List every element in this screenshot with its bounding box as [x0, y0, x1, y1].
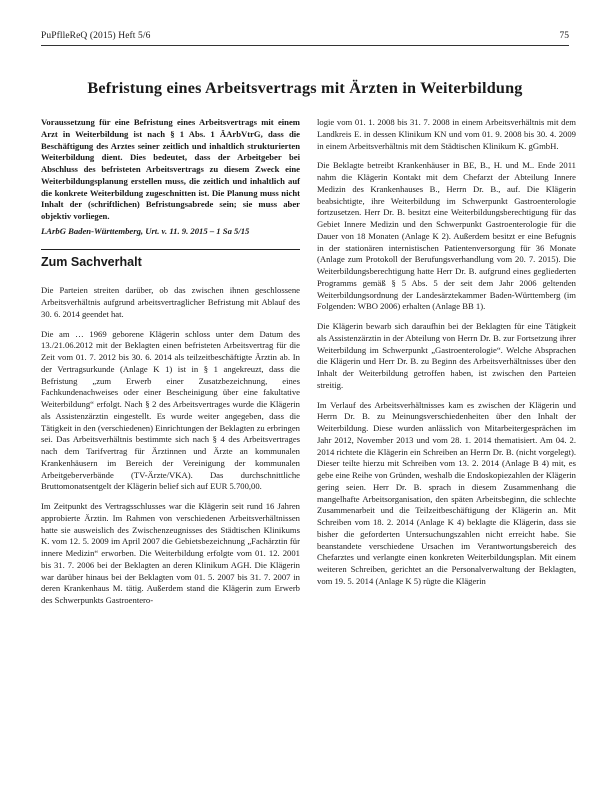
court-citation: LArbG Baden-Württemberg, Urt. v. 11. 9. 2015 – 1 Sa 5/15	[41, 225, 250, 236]
section-rule	[41, 249, 300, 250]
page-number: 75	[559, 31, 569, 41]
left-column	[41, 117, 300, 615]
header-rule	[41, 45, 569, 46]
paragraph: Die Beklagte betreibt Krankenhäuser in BE, B., H. und M.. Ende 2011 nahm die Klägerin Kontakt mit dem Chefarzt der Abteilung Innere Medizin des Krankenhauses B., Herrn Dr. B., auf. Die Klägerin beabsichtigte, ihre Weiterbildung im Schwerpunkt Gastroenterologie fortzusetzen. Herr Dr. B. besitzt eine Weiterbildungsberechtigung für das Gebiet Innere Medizin und den Schwerpunkt Gastroenterologie für die Dauer von 18 Monaten (Anlage K 2). Außerdem besitzt er eine Befugnis in der stationären internistischen Patientenversorgung für 36 Monate (Anlage zum Protokoll der Berufungsverhandlung vom 20. 7. 2015). Die Weiterbildungsberechtigung hatte Herr Dr. B. aufgrund eines gegliederten Programms gemäß § 5 Abs. 5 der seit dem Jahr 2006 geltenden Weiterbildungsordnung der Landesärztekammer Baden-Württemberg (im Folgenden: WBO 2006) erhalten (Anlage BB 1).	[317, 160, 576, 312]
paragraph: logie vom 01. 1. 2008 bis 31. 7. 2008 in einem Arbeitsverhältnis mit dem Landkreis E. in dessen Klinikum KN und vom 01. 9. 2008 bis 30. 4. 2009 in einem Arbeitsverhältnis mit dem Städtischen Klinikum K. gGmbH.	[317, 117, 576, 151]
journal-header: PuPflleReQ (2015) Heft 5/6	[41, 31, 151, 41]
paragraph: Die Parteien streiten darüber, ob das zwischen ihnen geschlossene Arbeitsverhältnis aufgrund arbeitsvertraglicher Befristung mit Ablauf des 30. 6. 2014 geendet hat.	[41, 285, 300, 319]
right-column	[317, 117, 576, 596]
headnote	[41, 117, 300, 238]
paragraph: Die am … 1969 geborene Klägerin schloss unter dem Datum des 13./21.06.2012 mit der Beklagten einen befristeten Arbeitsvertrag für die Zeit vom 01. 7. 2012 bis 30. 6. 2014 als teilzeitbeschäftigte Ärztin ab. In der Vertragsurkunde (Anlage K 1) ist in § 1 angekreuzt, dass die Befristung „zum Erwerb einer Zusatzbezeichnung, eines Fachkundenachweises oder einer Bescheinigung über eine fakultative Weiterbildung“ erfolgt. Nach § 2 des Arbeitsvertrages wurde die Klägerin als Assistenzärztin eingestellt. Es wurde weiter angegeben, dass die Tätigkeit in den (verschiedenen) Einrichtungen der Beklagten zu erbringen sei. Das Arbeitsverhältnis bestimmte sich nach § 4 des Arbeitsvertrages nach dem Tarifvertrag für Ärztinnen und Ärzte an kommunalen Krankenhäusern im Bereich der Vereinigung der kommunalen Arbeitgeberverbände (TV-Ärzte/VKA). Das durchschnittliche Bruttomonatsentgelt der Klägerin belief sich auf EUR 5.700,00.	[41, 328, 300, 492]
section-heading: Zum Sachverhalt	[41, 254, 142, 269]
paragraph: Die Klägerin bewarb sich daraufhin bei der Beklagten für eine Tätigkeit als Assistenzärztin in der Abteilung von Herrn Dr. B. zur Fortsetzung ihrer Weiterbildung im Schwerpunkt „Gastroenterologie“. Welche Absprachen die Klägerin und Herr Dr. B. zu Beginn des Arbeitsverhältnisses über den Inhalt der Weiterbildung getroffen haben, ist zwischen den Parteien streitig.	[317, 321, 576, 390]
headnote-text: Voraussetzung für eine Befristung eines Arbeitsvertrags mit einem Arzt in Weiterbildung ist nach § 1 Abs. 1 ÄArbVtrG, dass die Beschäftigung des Arztes seiner zeitlich und inhaltlich strukturierten Weiterbildung dient. Dies bedeutet, dass der Arbeitgeber bei Abschluss des befristeten Arbeitsvertrags zu diesem Zweck eine Weiterbildungsplanung erstellen muss, die zeitlich und inhaltlich auf die konkrete Weiterbildung zugeschnitten ist. Die Planung muss nicht Inhalt der (schriftlichen) Befristungsabrede sein; sie muss aber objektiv vorliegen.	[41, 117, 300, 221]
paragraph: Im Verlauf des Arbeitsverhältnisses kam es zwischen der Klägerin und Herrn Dr. B. zu Meinungsverschiedenheiten über den Inhalt der Weiterbildung. Diese wurden anlässlich von Mitarbeitergesprächen im Jahr 2012, November 2013 und vom 28. 1. 2014 thematisiert. Am 04. 2. 2014 richtete die Klägerin ein Schreiben an Herrn Dr. B. (nicht vorgelegt). Dieser teilte hierzu mit Schreiben vom 13. 2. 2014 (Anlage B 4) mit, es gebe eine Reihe von Gründen, weshalb die Endoskopiezahlen der Klägerin gering seien. Herr Dr. B. sprach in diesem Zusammenhang die mangelhafte Arbeitsorganisation, den späten Arbeitsbeginn, die schlechte Zusammenarbeit und die Teilzeitbeschäftigung der Klägerin an. Mit Schreiben vom 18. 2. 2014 (Anlage K 4) beklagte die Klägerin, dass sie bisher die geforderten Untersuchungszahlen nicht erreicht habe. Sie beanstandete verschiedene Ursachen im Verantwortungsbereich des Chefarztes und verlangte einen konkreten Weiterbildungsplan. Mit einem weiteren Schreiben, gerichtet an die Personalverwaltung der Beklagten, vom 19. 5. 2014 (Anlage K 5) rügte die Klägerin	[317, 399, 576, 586]
article-title: Befristung eines Arbeitsvertrags mit Ärzten in Weiterbildung	[87, 79, 523, 97]
paragraph: Im Zeitpunkt des Vertragsschlusses war die Klägerin seit rund 16 Jahren approbierte Ärztin. Im Rahmen von verschiedenen Arbeitsverhältnissen hatte sie ausweislich des Zwischenzeugnisses des Städtischen Klinikums K. vom 12. 5. 2009 im April 2007 die Gebietsbezeichnung „Fachärztin für innere Medizin“ erworben. Die Weiterbildung erfolgte vom 01. 12. 2001 bis 31. 7. 2006 bei der Beklagten an deren Klinikum AGH. Die Klägerin war darüber hinaus bei der Beklagten vom 01. 5. 2007 bis 31. 7. 2007 in deren Krankenhaus M. tätig. Außerdem stand die Klägerin zum Erwerb des Schwerpunkts Gastroentero-	[41, 501, 300, 605]
